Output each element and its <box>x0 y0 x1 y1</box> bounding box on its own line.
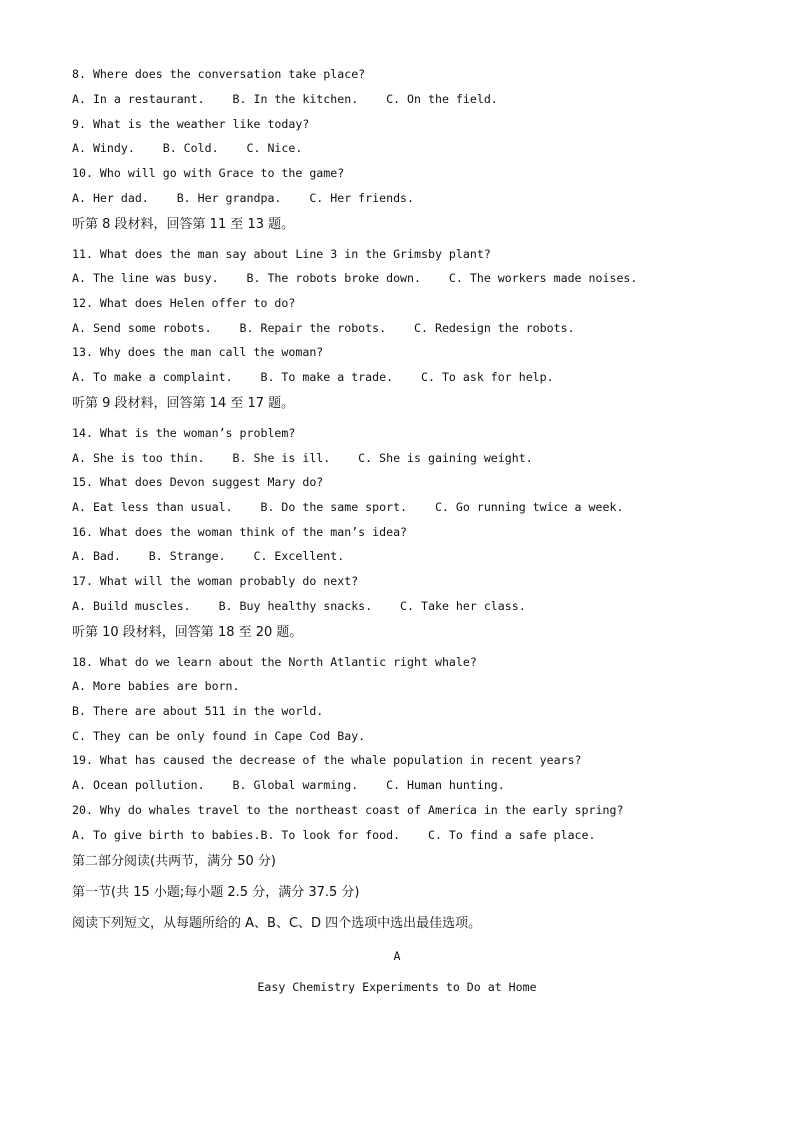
section-instruction-8: 听第 8 段材料，回答第 11 至 13 题。 <box>72 217 295 232</box>
options-8: A. In a restaurant. B. In the kitchen. C. On the field. <box>72 92 498 106</box>
options-9: A. Windy. B. Cold. C. Nice. <box>72 141 303 155</box>
options-11: A. The line was busy. B. The robots broke down. C. The workers made noises. <box>72 271 638 285</box>
option-18c: C. They can be only found in Cape Cod Bay. <box>72 729 366 743</box>
question-18: 18. What do we learn about the North Atlantic right whale? <box>72 655 477 669</box>
options-15: A. Eat less than usual. B. Do the same sport. C. Go running twice a week. <box>72 500 624 514</box>
question-10: 10. Who will go with Grace to the game? <box>72 166 345 180</box>
passage-title: Easy Chemistry Experiments to Do at Home <box>257 980 537 994</box>
section-one-heading: 第一节(共 15 小题;每小题 2.5 分，满分 37.5 分) <box>72 885 360 900</box>
options-17: A. Build muscles. B. Buy healthy snacks. C. Take her class. <box>72 599 526 613</box>
section-instruction-10: 听第 10 段材料，回答第 18 至 20 题。 <box>72 625 303 640</box>
question-19: 19. What has caused the decrease of the whale population in recent years? <box>72 753 582 767</box>
reading-instruction: 阅读下列短文，从每题所给的 A、B、C、D 四个选项中选出最佳选项。 <box>72 916 482 931</box>
option-18b: B. There are about 511 in the world. <box>72 704 324 718</box>
question-14: 14. What is the woman’s problem? <box>72 426 296 440</box>
question-11: 11. What does the man say about Line 3 in the Grimsby plant? <box>72 247 491 261</box>
question-17: 17. What will the woman probably do next? <box>72 574 359 588</box>
question-20: 20. Why do whales travel to the northeast coast of America in the early spring? <box>72 803 624 817</box>
question-15: 15. What does Devon suggest Mary do? <box>72 475 324 489</box>
options-10: A. Her dad. B. Her grandpa. C. Her friends. <box>72 191 415 205</box>
options-14: A. She is too thin. B. She is ill. C. She is gaining weight. <box>72 451 533 465</box>
question-16: 16. What does the woman think of the man’s idea? <box>72 525 408 539</box>
passage-letter: A <box>393 949 401 963</box>
options-16: A. Bad. B. Strange. C. Excellent. <box>72 549 345 563</box>
part-two-heading: 第二部分阅读(共两节，满分 50 分) <box>72 854 276 869</box>
options-13: A. To make a complaint. B. To make a trade. C. To ask for help. <box>72 370 554 384</box>
options-19: A. Ocean pollution. B. Global warming. C. Human hunting. <box>72 778 505 792</box>
option-18a: A. More babies are born. <box>72 679 240 693</box>
question-13: 13. Why does the man call the woman? <box>72 345 324 359</box>
question-8: 8. Where does the conversation take place? <box>72 67 366 81</box>
question-9: 9. What is the weather like today? <box>72 117 310 131</box>
options-12: A. Send some robots. B. Repair the robots. C. Redesign the robots. <box>72 321 575 335</box>
options-20: A. To give birth to babies.B. To look for food. C. To find a safe place. <box>72 828 596 842</box>
section-instruction-9: 听第 9 段材料，回答第 14 至 17 题。 <box>72 396 295 411</box>
question-12: 12. What does Helen offer to do? <box>72 296 296 310</box>
